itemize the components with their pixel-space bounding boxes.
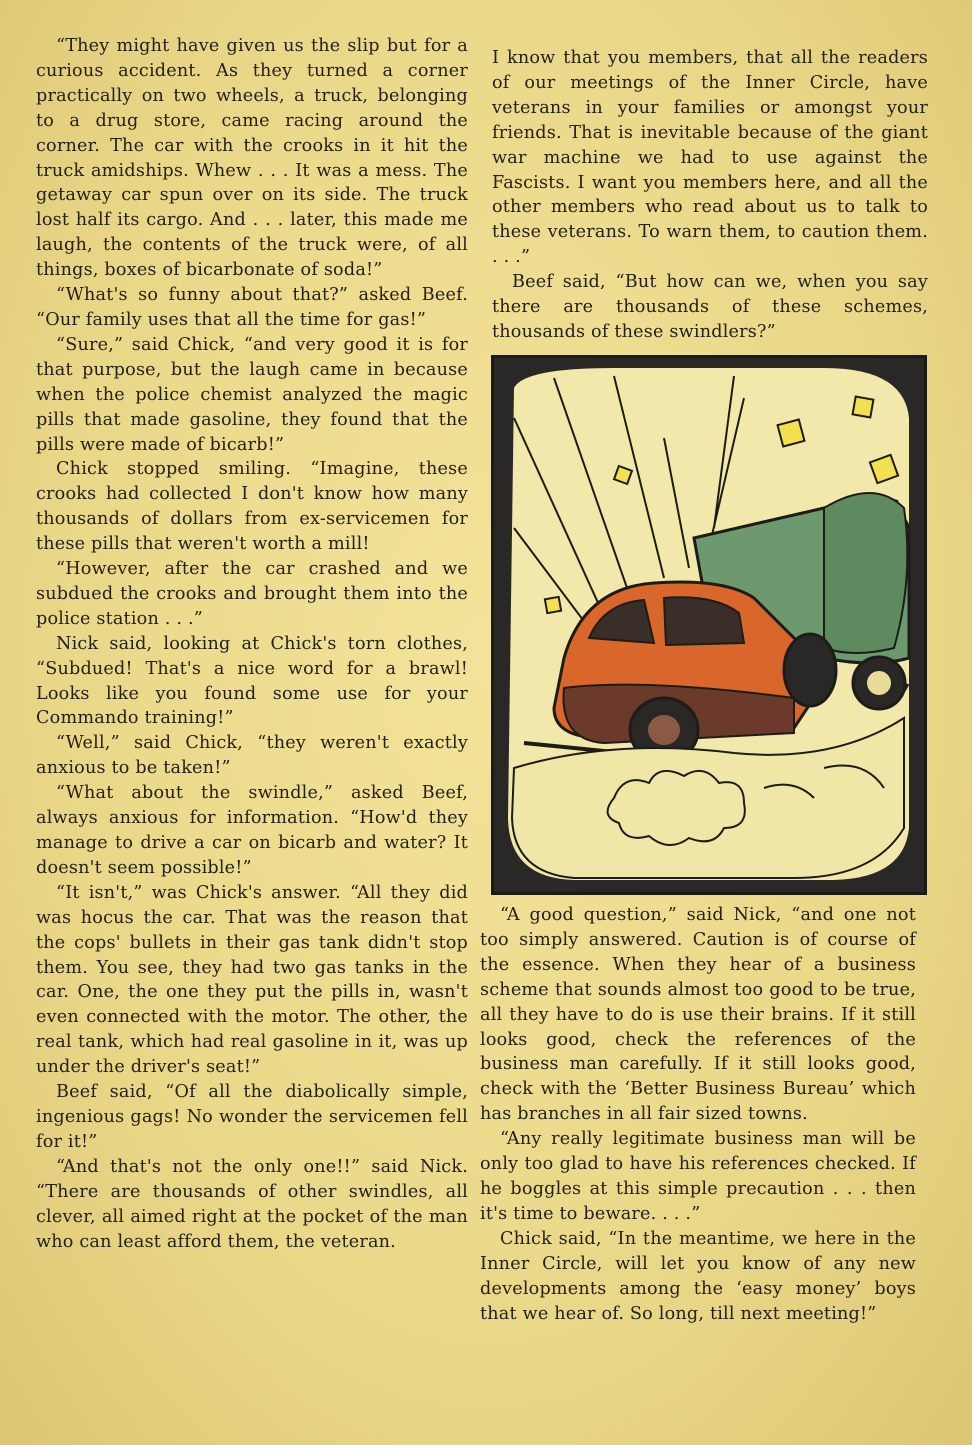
paragraph: “What's so funny about that?” asked Beef. “Our family uses that all the time for gas!”	[36, 285, 468, 330]
paragraph: Chick said, “In the meantime, we here in the Inner Circle, will let you know of any new developments among the ‘easy money’ boys that we hear of. So long, till next meeting!”	[480, 1228, 916, 1324]
right-text-column-top	[492, 46, 928, 345]
box	[778, 420, 805, 447]
paragraph: I know that you members, that all the readers of our meetings of the Inner Circle, have veterans in your families or amongst your friends. That is inevitable because of the giant war machine we had to use against the Fascists. I want you members here, and all the other members who read about us to talk to these veterans. To warn them, to caution them. . . .”	[492, 48, 928, 268]
car-crash-illustration	[491, 355, 927, 895]
paragraph: “It isn't,” was Chick's answer. “All they did was hocus the car. That was the reason that the cops' bullets in their gas tank didn't stop them. You see, they had two gas tanks in the car. One, the one they put the pills in, wasn't even connected with the motor. The other, the real tank, which had real gasoline in it, was up under the driver's seat!”	[36, 882, 468, 1078]
paragraph: Beef said, “But how can we, when you say there are thousands of these schemes, thousands of these swindlers?”	[492, 272, 928, 342]
illustration-drawing	[494, 358, 924, 892]
paragraph: “What about the swindle,” asked Beef, always anxious for information. “How'd they manage to drive a car on bicarb and water? It doesn't seem possible!”	[36, 783, 468, 878]
paragraph: “However, after the car crashed and we subdued the crooks and brought them into the police station . . .”	[36, 559, 468, 629]
paragraph: Chick stopped smiling. “Imagine, these crooks had collected I don't know how many thousands of dollars from ex-servicemen for these pills that weren't worth a mill!	[36, 459, 468, 555]
left-text-column	[36, 34, 468, 1254]
paragraph: Beef said, “Of all the diabolically simple, ingenious gags! No wonder the servicemen fell for it!”	[36, 1082, 468, 1152]
box	[545, 597, 561, 613]
paragraph: “And that's not the only one!!” said Nick. “There are thousands of other swindles, all clever, all aimed right at the pocket of the man who can least afford them, the veteran.	[36, 1156, 468, 1252]
paragraph: “A good question,” said Nick, “and one not too simply answered. Caution is of course of the essence. When they hear of a business scheme that sounds almost too good to be true, all they have to do is use their brains. If it still looks good, check the references of the business man carefully. If it still looks good, check with the ‘Better Business Bureau’ which has branches in all fair sized towns.	[480, 905, 916, 1125]
paragraph: “Any really legitimate business man will be only too glad to have his references checked. If he boggles at this simple precaution . . . then it's time to beware. . . .”	[480, 1129, 916, 1224]
right-text-column-bottom	[480, 903, 916, 1326]
paragraph: “Well,” said Chick, “they weren't exactly anxious to be taken!”	[36, 733, 468, 779]
paragraph: “Sure,” said Chick, “and very good it is for that purpose, but the laugh came in because when the police chemist analyzed the magic pills that made gasoline, they found that the pills were made of bicarb!”	[36, 334, 468, 455]
paragraph: Nick said, looking at Chick's torn clothes, “Subdued! That's a nice word for a brawl! Looks like you found some use for your Commando training!”	[36, 633, 468, 729]
paragraph: “They might have given us the slip but for a curious accident. As they turned a corner practically on two wheels, a truck, belonging to a drug store, came racing around the corner. The car with the crooks in it hit the truck amidships. Whew . . . It was a mess. The getaway car spun over on its side. The truck lost half its cargo. And . . . later, this made me laugh, the contents of the truck were, of all things, boxes of bicarbonate of soda!”	[36, 36, 468, 281]
box	[853, 397, 874, 418]
